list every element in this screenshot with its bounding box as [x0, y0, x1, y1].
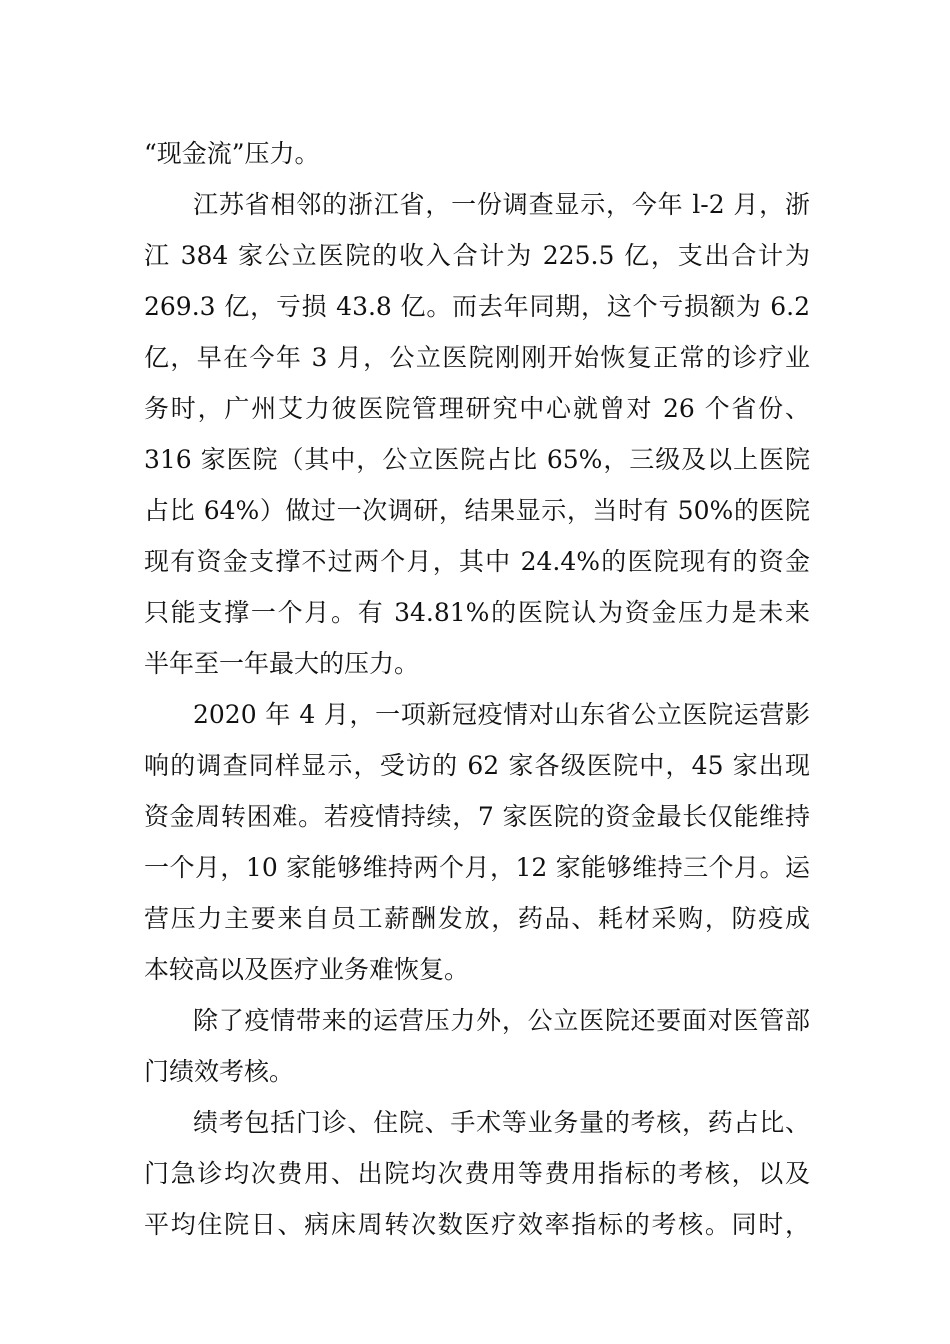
text-line: 门急诊均次费用、出院均次费用等费用指标的考核，以及	[144, 1159, 810, 1188]
paragraph	[144, 179, 810, 689]
text-line: 269.3 亿，亏损 43.8 亿。而去年同期，这个亏损额为 6.2	[144, 292, 810, 321]
text-line: 资金周转困难。若疫情持续，7 家医院的资金最长仅能维持	[144, 802, 810, 831]
text-line: 江 384 家公立医院的收入合计为 225.5 亿，支出合计为	[144, 241, 810, 270]
paragraph	[144, 1097, 810, 1250]
text-line: 门绩效考核。	[144, 1057, 295, 1086]
text-line: 江苏省相邻的浙江省，一份调查显示，今年 l-2 月，浙	[193, 190, 810, 219]
text-line: 务时，广州艾力彼医院管理研究中心就曾对 26 个省份、	[144, 394, 810, 423]
text-line: 亿，早在今年 3 月，公立医院刚刚开始恢复正常的诊疗业	[144, 343, 810, 372]
text-line: 一个月，10 家能够维持两个月，12 家能够维持三个月。运	[144, 853, 810, 882]
paragraph	[144, 689, 810, 995]
text-line: “现金流”压力。	[144, 139, 320, 168]
text-line: 绩考包括门诊、住院、手术等业务量的考核，药占比、	[193, 1108, 810, 1137]
paragraph	[144, 128, 810, 179]
text-line: 316 家医院（其中，公立医院占比 65%，三级及以上医院	[144, 445, 810, 474]
text-line: 半年至一年最大的压力。	[144, 649, 420, 678]
text-line: 占比 64%）做过一次调研，结果显示，当时有 50%的医院	[144, 496, 810, 525]
text-line: 现有资金支撑不过两个月，其中 24.4%的医院现有的资金	[144, 547, 810, 576]
body-text	[144, 128, 810, 1250]
text-line: 平均住院日、病床周转次数医疗效率指标的考核。同时，	[144, 1210, 810, 1239]
text-line: 本较高以及医疗业务难恢复。	[144, 955, 470, 984]
text-line: 只能支撑一个月。有 34.81%的医院认为资金压力是未来	[144, 598, 810, 627]
text-line: 2020 年 4 月，一项新冠疫情对山东省公立医院运营影	[193, 700, 810, 729]
text-line: 除了疫情带来的运营压力外，公立医院还要面对医管部	[193, 1006, 810, 1035]
text-line: 营压力主要来自员工薪酬发放，药品、耗材采购，防疫成	[144, 904, 810, 933]
text-line: 响的调查同样显示，受访的 62 家各级医院中，45 家出现	[144, 751, 810, 780]
paragraph	[144, 995, 810, 1097]
